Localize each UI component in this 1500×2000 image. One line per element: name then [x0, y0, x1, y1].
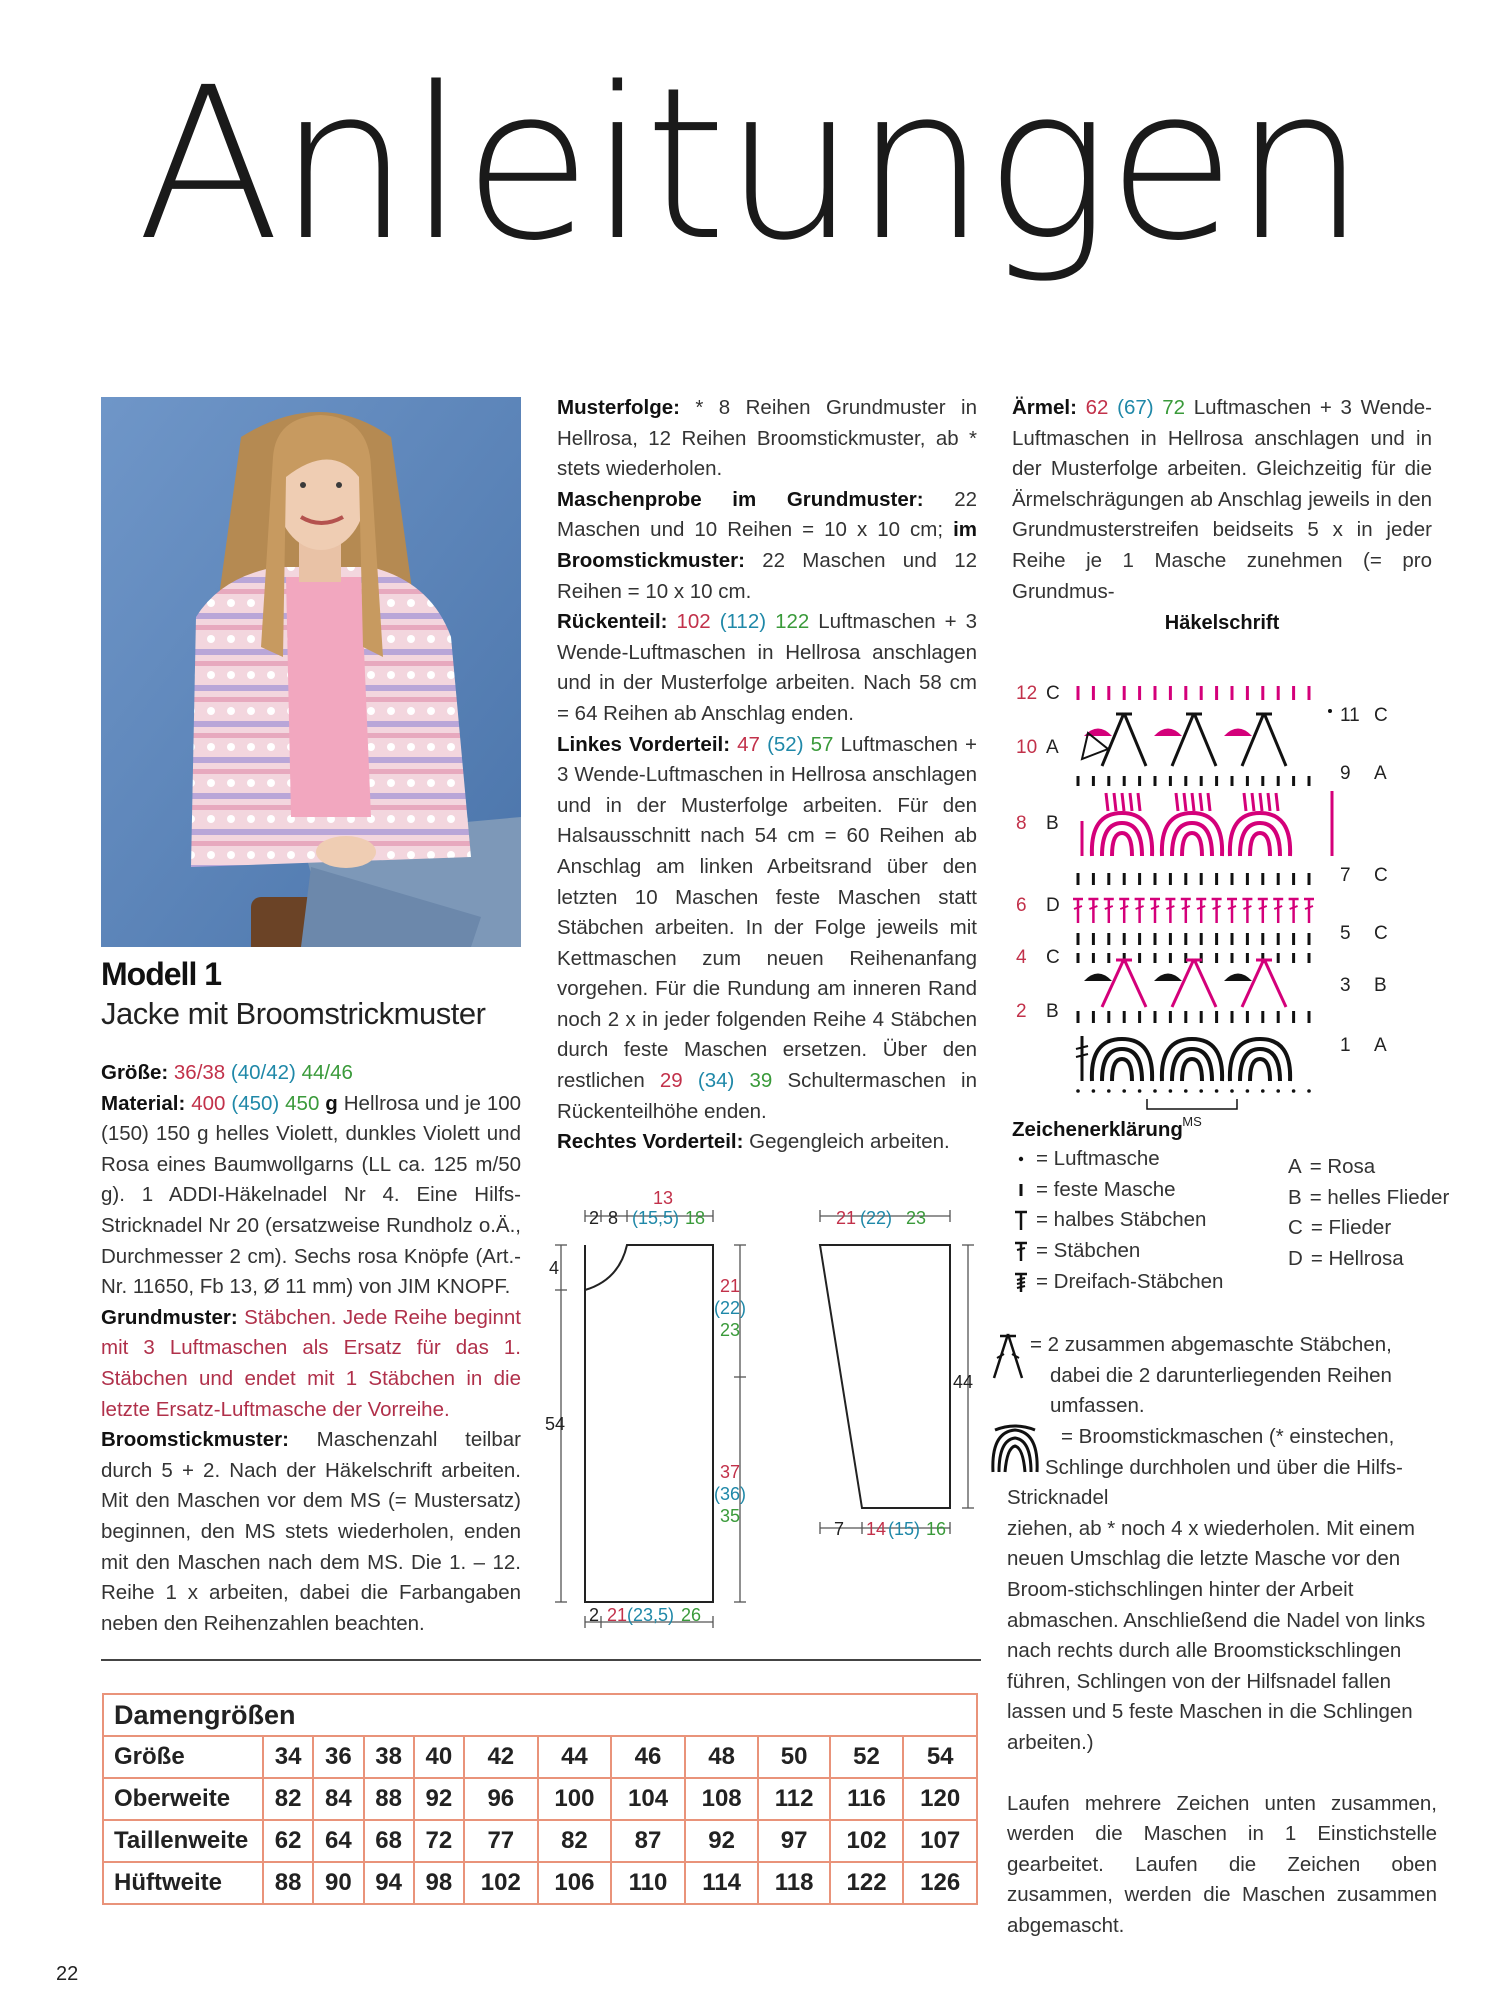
- table-cell: 126: [903, 1862, 977, 1904]
- table-cell: 102: [830, 1820, 904, 1862]
- table-cell: 44: [538, 1736, 612, 1778]
- color-key: [1288, 1213, 1478, 1244]
- front-top-8: 8: [608, 1208, 619, 1228]
- color-key: [1288, 1183, 1478, 1214]
- sleeve-top-23: 23: [906, 1208, 927, 1228]
- legend-together: [990, 1330, 1440, 1422]
- table-cell: 107: [903, 1820, 977, 1862]
- front-left-4: 4: [549, 1258, 560, 1278]
- material-label: Material:: [101, 1091, 186, 1115]
- aermel-paragraph: [1012, 393, 1432, 607]
- grundmuster-paragraph: [101, 1303, 521, 1425]
- chart-ms-label: MS: [1182, 1114, 1202, 1129]
- two-together-icon: [990, 1330, 1026, 1380]
- table-cell: 102: [464, 1862, 538, 1904]
- chart-row-number: 11: [1340, 705, 1360, 726]
- chart-row-number: 9: [1340, 763, 1351, 784]
- chart-row-number: 10: [1016, 737, 1038, 758]
- rueckenteil-1: 102: [676, 610, 711, 634]
- final-text: Laufen mehrere Zeichen unten zusammen, werden die Maschen in 1 Einstichstelle gearbeitet. Laufen die Zeichen oben zusammen, werden die Maschen zusammen abgemascht.: [1007, 1791, 1437, 1937]
- sleeve-bottom-16: 16: [926, 1519, 947, 1539]
- table-row: [103, 1820, 977, 1862]
- maschenprobe-text: 22 Maschen und 10 Reihen = 10 x 10 cm;: [557, 487, 977, 542]
- table-cell: 68: [364, 1820, 414, 1862]
- model-title: Modell 1: [101, 956, 222, 992]
- front-right-21: 21: [719, 1276, 741, 1296]
- color-key-letter: C: [1288, 1216, 1303, 1240]
- front-top-18: 18: [685, 1208, 706, 1228]
- color-key-letter: D: [1288, 1246, 1303, 1270]
- chain-stitch-icon: [1012, 1147, 1030, 1171]
- front-right-22: (22): [713, 1298, 747, 1318]
- broomstick-line-1: = Broomstickmaschen (* einstechen,: [1061, 1425, 1395, 1448]
- model-subtitle: Jacke mit Broomstrickmuster: [101, 996, 486, 1031]
- table-cell: 84: [313, 1778, 363, 1820]
- chart-row-color: D: [1046, 895, 1060, 916]
- linkes-vorderteil-5: (34): [697, 1069, 735, 1093]
- front-bottom-235: (23,5): [627, 1605, 675, 1625]
- front-right-36: (36): [713, 1484, 747, 1504]
- instructions-column-1: [101, 1058, 521, 1639]
- rueckenteil-paragraph: [557, 607, 977, 729]
- table-row-label: Größe: [103, 1736, 263, 1778]
- aermel-3: 72: [1162, 396, 1186, 419]
- grundmuster-text: Stäbchen. Jede Reihe beginnt mit 3 Luftmaschen als Ersatz für das 1. Stäbchen und endet mit 1 Stäbchen in die letzte Ersatz-Luftmasche der Vorreihe.: [101, 1305, 521, 1421]
- table-cell: 98: [414, 1862, 464, 1904]
- linkes-vorderteil-1: 47: [737, 732, 760, 756]
- table-cell: 82: [263, 1778, 313, 1820]
- table-cell: 46: [611, 1736, 685, 1778]
- aermel-1: 62: [1085, 396, 1109, 419]
- chart-row-color: C: [1374, 705, 1388, 726]
- material-2: (450): [231, 1091, 280, 1115]
- legend-broomstick: [985, 1422, 1437, 1942]
- sleeve-bottom-14: 14: [866, 1519, 887, 1539]
- table-cell: 36: [313, 1736, 363, 1778]
- material-paragraph: [101, 1089, 521, 1303]
- chart-row-color: B: [1374, 975, 1387, 996]
- front-top-2: 2: [589, 1208, 600, 1228]
- aermel-text: Luftmaschen + 3 Wende-Luftmaschen in Hellrosa anschlagen und in der Musterfolge arbeiten. Gleichzeitig für die Ärmelschrägungen ab Anschlag jeweils in den Grundmusterstreifen beidseits 5 x in jeder Reihe je 1 Masche zunehmen (= pro Grundmus-: [1012, 396, 1432, 603]
- front-top-13: 13: [652, 1190, 674, 1208]
- sleeve-bottom-7: 7: [834, 1519, 845, 1539]
- front-right-37: 37: [719, 1462, 741, 1482]
- musterfolge-label: Musterfolge:: [557, 396, 680, 419]
- color-key-text: = Flieder: [1310, 1216, 1392, 1240]
- chart-row-color: A: [1046, 737, 1059, 758]
- model-photo: [101, 397, 521, 947]
- rueckenteil-text: Luftmaschen + 3 Wende-Luftmaschen in Hellrosa anschlagen und in der Musterfolge arbeiten. Nach 58 cm = 64 Reihen ab Anschlag enden.: [557, 610, 978, 725]
- table-cell: 77: [464, 1820, 538, 1862]
- rechtes-vorderteil-paragraph: [557, 1127, 977, 1158]
- instructions-column-2: [557, 393, 977, 1158]
- table-cell: 90: [313, 1862, 363, 1904]
- chart-row-number: 12: [1016, 683, 1038, 704]
- table-row-label: Hüftweite: [103, 1862, 263, 1904]
- table-cell: 62: [263, 1820, 313, 1862]
- legend-item-text: = halbes Stäbchen: [1036, 1208, 1207, 1232]
- table-cell: 100: [538, 1778, 612, 1820]
- linkes-vorderteil-label: Linkes Vorderteil:: [557, 732, 731, 756]
- table-cell: 122: [830, 1862, 904, 1904]
- schematic-sleeve: [810, 1190, 990, 1550]
- table-cell: 42: [464, 1736, 538, 1778]
- table-cell: 118: [758, 1862, 829, 1904]
- front-top-155: (15,5): [632, 1208, 680, 1228]
- grundmuster-label: Grundmuster:: [101, 1305, 238, 1329]
- page-title: Anleitungen: [136, 42, 1364, 287]
- front-bottom-26: 26: [681, 1605, 702, 1625]
- color-key-letter: A: [1288, 1155, 1302, 1178]
- rueckenteil-2: (112): [719, 610, 767, 634]
- chart-row-number: 6: [1016, 895, 1027, 916]
- table-cell: 97: [758, 1820, 829, 1862]
- linkes-vorderteil-3: 57: [810, 732, 834, 756]
- legend-item-text: = Stäbchen: [1036, 1239, 1141, 1263]
- together-line-1: = 2 zusammen abgemaschte Stäbchen,: [1030, 1333, 1392, 1356]
- table-cell: 52: [830, 1736, 904, 1778]
- broomstick-text: Maschenzahl teilbar durch 5 + 2. Nach der Häkelschrift arbeiten. Mit den Maschen vor dem MS (= Mustersatz) beginnen, den MS stets wiederholen, enden mit den Maschen nach dem MS. Die 1. – 12. Reihe 1 x arbeiten, dabei die Farbangaben neben den Reihenzahlen beachten.: [101, 1428, 521, 1635]
- maschenprobe-label-2: Broomstickmuster:: [557, 548, 745, 572]
- size-2: (40/42): [230, 1061, 296, 1084]
- size-paragraph: [101, 1058, 521, 1089]
- front-left-54: 54: [545, 1414, 566, 1434]
- table-cell: 92: [414, 1778, 464, 1820]
- table-row: [103, 1778, 977, 1820]
- crochet-chart: [1012, 612, 1432, 1131]
- sleeve-top-22: (22): [860, 1208, 893, 1228]
- chart-row-color: B: [1046, 1001, 1059, 1022]
- color-key-text: = helles Flieder: [1309, 1185, 1450, 1209]
- rueckenteil-3: 122: [775, 610, 810, 634]
- size-1: 36/38: [173, 1061, 226, 1084]
- broomstick-line-2: Schlinge durchholen und über die Hilfs-: [1045, 1455, 1403, 1479]
- half-double-crochet-icon: [1012, 1208, 1030, 1232]
- chart-row-color: C: [1374, 865, 1388, 886]
- broomstick-paragraph: [101, 1425, 521, 1639]
- section-divider: [101, 1659, 981, 1661]
- chart-row-number: 5: [1340, 923, 1351, 944]
- chart-row-color: B: [1046, 813, 1059, 834]
- color-key-letter: B: [1288, 1185, 1302, 1209]
- sleeve-right-44: 44: [953, 1372, 974, 1392]
- table-cell: 38: [364, 1736, 414, 1778]
- table-row: [103, 1736, 977, 1778]
- broomstick-line-3: Stricknadel: [1007, 1486, 1109, 1510]
- linkes-vorderteil-paragraph: [557, 730, 977, 1128]
- front-right-35: 35: [719, 1506, 741, 1526]
- musterfolge-text: * 8 Reihen Grundmuster in Hellrosa, 12 Reihen Broomstickmuster, ab * stets wiederholen.: [557, 396, 977, 481]
- sizes-table: [102, 1693, 978, 1905]
- table-cell: 110: [611, 1862, 685, 1904]
- aermel-2: (67): [1117, 396, 1154, 419]
- sleeve-bottom-15: (15): [888, 1519, 921, 1539]
- table-cell: 54: [903, 1736, 977, 1778]
- rechtes-vorderteil-text: Gegengleich arbeiten.: [749, 1130, 950, 1154]
- crochet-chart-diagram: [1012, 641, 1432, 1131]
- front-bottom-2: 2: [589, 1605, 600, 1625]
- maschenprobe-paragraph: [557, 485, 977, 607]
- material-text: Hellrosa und je 100 (150) 150 g helles Violett, dunkles Violett und Rosa eines Baumwollgarns (LL ca. 125 m/50 g). 1 ADDI-Häkelnadel Nr 4. Eine Hilfs-Stricknadel Nr 20 (ersatzweise Rundholz o.Ä., Durchmesser 2 cm). Sechs rosa Knöpfe (Art.-Nr. 11650, Fb 13, Ø 11 mm) von JIM KNOPF.: [101, 1091, 522, 1299]
- table-cell: 88: [263, 1862, 313, 1904]
- chart-row-number: 2: [1016, 1001, 1027, 1022]
- chart-row-number: 1: [1340, 1035, 1351, 1056]
- material-unit: g: [325, 1091, 338, 1115]
- linkes-vorderteil-6: 39: [749, 1069, 773, 1093]
- table-cell: 108: [685, 1778, 759, 1820]
- size-label: Größe:: [101, 1061, 169, 1084]
- chart-row-number: 8: [1016, 813, 1027, 834]
- size-3: 44/46: [301, 1061, 353, 1084]
- legend-item-text: = feste Masche: [1036, 1177, 1176, 1201]
- table-cell: 82: [538, 1820, 612, 1862]
- table-cell: 88: [364, 1778, 414, 1820]
- triple-crochet-icon: [1012, 1270, 1030, 1294]
- broomstick-text: ziehen, ab * noch 4 x wiederholen. Mit einem neuen Umschlag die letzte Masche vor den Broom-stichschlingen hinter der Arbeit abmaschen. Anschließend die Nadel von links nach rechts durch alle Broomstickschlingen führen, Schlingen von der Hilfsnadel fallen lassen und 5 feste Maschen in die Schlingen arbeiten.): [1007, 1516, 1426, 1754]
- color-key-text: = Rosa: [1309, 1155, 1376, 1178]
- double-crochet-icon: [1012, 1239, 1030, 1263]
- broomstick-label: Broomstickmuster:: [101, 1428, 289, 1452]
- table-cell: 40: [414, 1736, 464, 1778]
- aermel-label: Ärmel:: [1012, 396, 1077, 419]
- table-cell: 87: [611, 1820, 685, 1862]
- page-number: 22: [56, 1963, 79, 1985]
- table-cell: 50: [758, 1736, 829, 1778]
- table-cell: 94: [364, 1862, 414, 1904]
- table-cell: 120: [903, 1778, 977, 1820]
- rechtes-vorderteil-label: Rechtes Vorderteil:: [557, 1130, 744, 1154]
- linkes-vorderteil-text: Luftmaschen + 3 Wende-Luftmaschen in Hellrosa anschlagen und in der Musterfolge arbeiten. Für den Halsausschnitt nach 54 cm = 60 Reihen ab Anschlag am linken Arbeitsrand über den letzten 10 Maschen feste Maschen statt Stäbchen arbeiten. In der Folge jeweils mit Kettmaschen zum neuen Reihenanfang vorgehen. Für die Rundung am inneren Rand noch 2 x in jeder folgenden Reihe 4 Stäbchen durch feste Maschen ersetzen. Über den restlichen: [557, 732, 978, 1093]
- table-cell: 48: [685, 1736, 759, 1778]
- color-key: [1288, 1244, 1478, 1275]
- chart-row-color: C: [1046, 947, 1060, 968]
- legend-item-text: = Luftmasche: [1036, 1147, 1160, 1171]
- table-row: [103, 1862, 977, 1904]
- chart-row-color: C: [1046, 683, 1060, 704]
- legend-title: Zeichenerklärung: [1012, 1118, 1183, 1141]
- linkes-vorderteil-2: (52): [767, 732, 804, 756]
- together-line-3: umfassen.: [1050, 1394, 1145, 1418]
- chart-row-color: C: [1374, 923, 1388, 944]
- table-cell: 92: [685, 1820, 759, 1862]
- material-1: 400: [191, 1091, 226, 1115]
- instructions-column-3: [1012, 393, 1432, 607]
- table-row-label: Oberweite: [103, 1778, 263, 1820]
- sleeve-top-21: 21: [836, 1208, 857, 1228]
- table-row-label: Taillenweite: [103, 1820, 263, 1862]
- linkes-vorderteil-4: 29: [659, 1069, 683, 1093]
- together-line-2: dabei die 2 darunterliegenden Reihen: [1050, 1363, 1392, 1387]
- chart-row-number: 3: [1340, 975, 1351, 996]
- model-photo-illustration: [101, 397, 521, 947]
- material-3: 450: [285, 1091, 320, 1115]
- front-right-23: 23: [719, 1320, 741, 1340]
- legend-item-text: = Dreifach-Stäbchen: [1036, 1269, 1224, 1293]
- crochet-chart-title: Häkelschrift: [1164, 612, 1280, 634]
- maschenprobe-label: Maschenprobe im Grundmuster:: [557, 487, 924, 511]
- chart-row-number: 4: [1016, 947, 1027, 968]
- chart-row-number: 7: [1340, 865, 1351, 886]
- table-cell: 112: [758, 1778, 829, 1820]
- color-key-text: = Hellrosa: [1310, 1246, 1404, 1270]
- chart-row-color: A: [1374, 763, 1387, 784]
- table-cell: 116: [830, 1778, 904, 1820]
- rueckenteil-label: Rückenteil:: [557, 610, 668, 634]
- chart-row-color: A: [1374, 1035, 1387, 1056]
- table-cell: 104: [611, 1778, 685, 1820]
- table-cell: 64: [313, 1820, 363, 1862]
- linkes-vorderteil-text-2: Schultermaschen in Rückenteilhöhe enden.: [557, 1069, 977, 1123]
- front-bottom-21: 21: [607, 1605, 628, 1625]
- maschenprobe-text-2: 22 Maschen und 12 Reihen = 10 x 10 cm.: [557, 548, 977, 603]
- single-crochet-icon: [1012, 1178, 1030, 1202]
- maschenprobe-im: im: [953, 518, 977, 542]
- color-key: [1288, 1152, 1478, 1183]
- table-cell: 114: [685, 1862, 759, 1904]
- table-cell: 96: [464, 1778, 538, 1820]
- table-cell: 34: [263, 1736, 313, 1778]
- musterfolge-paragraph: [557, 393, 977, 485]
- table-cell: 72: [414, 1820, 464, 1862]
- sizes-table-caption: Damengrößen: [103, 1694, 977, 1736]
- table-cell: 106: [538, 1862, 612, 1904]
